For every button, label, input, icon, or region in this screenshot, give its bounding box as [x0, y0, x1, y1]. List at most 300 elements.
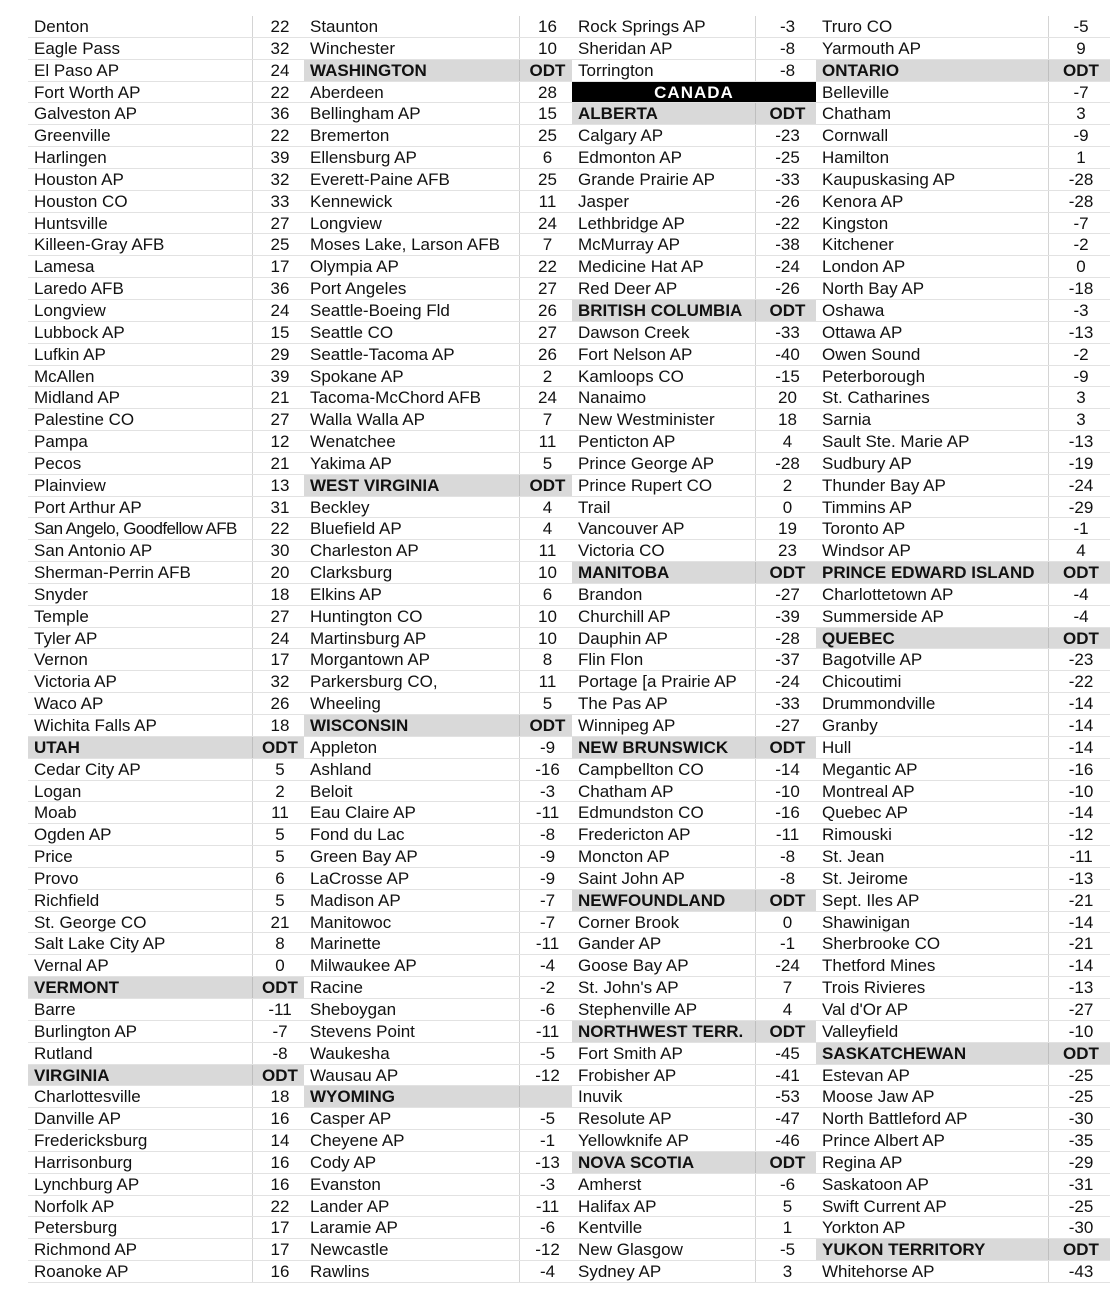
table-row: [816, 759, 1110, 781]
odt-column-label: ODT: [1063, 60, 1099, 80]
table-row: [304, 1021, 572, 1043]
column-divider: [519, 1086, 520, 1107]
table-row: [28, 912, 304, 934]
design-temperature: 11: [538, 672, 557, 692]
section-header-prince-edward-island: [816, 562, 1110, 584]
table-row: [304, 16, 572, 38]
table-row: [572, 933, 816, 955]
table-row: [28, 256, 304, 278]
table-row: [572, 781, 816, 803]
column-divider: [1048, 82, 1049, 103]
column-divider: [519, 933, 520, 954]
table-row: [572, 16, 816, 38]
location-name: Lamesa: [34, 257, 95, 277]
table-row: [816, 977, 1110, 999]
column-divider: [755, 1152, 756, 1173]
section-header-manitoba: [572, 562, 816, 584]
location-name: St. Catharines: [822, 388, 930, 408]
table-row: [304, 518, 572, 540]
table-row: [28, 431, 304, 453]
table-row: [304, 82, 572, 104]
column-divider: [519, 890, 520, 911]
design-temperature: 10: [538, 606, 557, 626]
column-divider: [1048, 1196, 1049, 1217]
column-divider: [755, 366, 756, 387]
column-divider: [252, 1261, 253, 1282]
design-temperature: -28: [1068, 191, 1094, 211]
column-divider: [755, 38, 756, 59]
table-row: [304, 409, 572, 431]
column-divider: [755, 169, 756, 190]
location-name: Moses Lake, Larson AFB: [310, 235, 500, 255]
design-temperature: 6: [542, 148, 553, 168]
design-temperature: -11: [268, 999, 292, 1019]
section-header-virginia: [28, 1065, 304, 1087]
design-temperature: -24: [775, 956, 800, 976]
location-name: Huntsville: [34, 213, 108, 233]
table-row: [816, 1108, 1110, 1130]
design-temperature: -12: [535, 1065, 560, 1085]
table-row: [304, 387, 572, 409]
odt-column-label: ODT: [529, 475, 566, 495]
design-temperature: 3: [1076, 410, 1086, 430]
table-row: [304, 562, 572, 584]
column-divider: [519, 16, 520, 37]
column-divider: [252, 322, 253, 343]
design-temperature: -7: [539, 912, 556, 932]
location-name: Racine: [310, 978, 363, 998]
design-temperature: 27: [538, 322, 557, 342]
column-divider: [252, 999, 253, 1020]
table-row: [572, 60, 816, 82]
location-name: Bellingham AP: [310, 104, 421, 124]
column-divider: [755, 322, 756, 343]
table-row: [28, 540, 304, 562]
table-row: [28, 475, 304, 497]
location-name: Edmundston CO: [578, 803, 704, 823]
table-row: [28, 824, 304, 846]
table-row: [572, 868, 816, 890]
section-header-vermont: [28, 977, 304, 999]
location-name: Moose Jaw AP: [822, 1087, 935, 1107]
location-name: Lufkin AP: [34, 344, 106, 364]
column-divider: [1048, 169, 1049, 190]
table-row: [816, 715, 1110, 737]
location-name: Flin Flon: [578, 650, 644, 670]
section-header-wyoming: [304, 1086, 572, 1108]
design-temperature: 24: [270, 628, 290, 648]
design-temperature: -21: [1068, 890, 1094, 910]
design-temperature: 7: [782, 978, 793, 998]
table-row: [572, 584, 816, 606]
location-name: Olympia AP: [310, 257, 399, 277]
location-name: Beloit: [310, 781, 353, 801]
design-temperature: -13: [535, 1152, 560, 1172]
column-divider: [252, 344, 253, 365]
column-divider: [519, 300, 520, 321]
column-divider: [519, 103, 520, 124]
design-temperature: 27: [270, 213, 290, 233]
column-divider: [755, 628, 756, 649]
column-divider: [1048, 1108, 1049, 1129]
table-row: [572, 802, 816, 824]
design-temperature: 0: [782, 497, 793, 517]
design-temperature: 25: [538, 126, 557, 146]
design-temperature: -18: [1068, 279, 1094, 299]
table-row: [572, 453, 816, 475]
design-temperature: 26: [538, 344, 557, 364]
design-temperature: -40: [775, 344, 800, 364]
design-temperature: 12: [270, 432, 290, 452]
column-divider: [519, 1065, 520, 1086]
location-name: Medicine Hat AP: [578, 257, 704, 277]
design-temperature: 4: [542, 519, 553, 539]
design-temperature: 13: [270, 475, 290, 495]
table-row: [304, 824, 572, 846]
location-name: Summerside AP: [822, 606, 944, 626]
design-temperature: 21: [270, 388, 290, 408]
table-row: [304, 890, 572, 912]
column-divider: [755, 300, 756, 321]
column-divider: [519, 1217, 520, 1238]
column-divider: [1048, 300, 1049, 321]
column-divider: [755, 868, 756, 889]
design-temperature: -45: [775, 1043, 800, 1063]
table-row: [28, 868, 304, 890]
table-row: [28, 125, 304, 147]
design-temperature: -14: [1068, 912, 1094, 932]
column-divider: [252, 759, 253, 780]
table-row: [304, 1174, 572, 1196]
column-divider: [252, 475, 253, 496]
column-divider: [519, 125, 520, 146]
column-divider: [519, 191, 520, 212]
location-name: Cedar City AP: [34, 759, 141, 779]
column-divider: [755, 912, 756, 933]
column-divider: [252, 256, 253, 277]
table-row: [28, 649, 304, 671]
design-temperature: -7: [1073, 82, 1089, 102]
column-divider: [252, 234, 253, 255]
design-temperature: -27: [775, 716, 800, 735]
location-name: Charlottesville: [34, 1087, 141, 1107]
table-row: [572, 715, 816, 737]
location-name: Amherst: [578, 1174, 642, 1194]
table-row: [816, 1196, 1110, 1218]
table-row: [572, 278, 816, 300]
location-name: Kennewick: [310, 191, 393, 211]
location-name: Sydney AP: [578, 1262, 662, 1282]
location-name: Hull: [822, 737, 852, 757]
location-name: Port Arthur AP: [34, 497, 142, 517]
design-temperature: -7: [539, 890, 556, 910]
column-divider: [1048, 147, 1049, 168]
column-divider: [519, 977, 520, 998]
table-row: [816, 649, 1110, 671]
table-row: [304, 759, 572, 781]
table-row: [28, 759, 304, 781]
table-row: [816, 1065, 1110, 1087]
column-divider: [755, 278, 756, 299]
design-temperature: -13: [1068, 978, 1094, 998]
column-divider: [1048, 1152, 1049, 1173]
location-name: Tacoma-McChord AFB: [310, 388, 481, 408]
design-temperature: 4: [1076, 541, 1086, 561]
column-divider: [1048, 715, 1049, 736]
column-divider: [755, 802, 756, 823]
column-divider: [1048, 606, 1049, 627]
design-temperature: 32: [270, 169, 290, 189]
column-divider: [519, 409, 520, 430]
column-divider: [1048, 1130, 1049, 1151]
table-row: [816, 606, 1110, 628]
design-temperature: 22: [270, 82, 290, 102]
table-row: [816, 584, 1110, 606]
location-name: Winnipeg AP: [578, 716, 676, 735]
table-row: [304, 912, 572, 934]
design-temperature: -14: [1068, 737, 1094, 757]
table-row: [304, 169, 572, 191]
column-divider: [519, 169, 520, 190]
column-divider: [519, 234, 520, 255]
design-temperature: 24: [270, 60, 290, 80]
column-divider: [1048, 649, 1049, 670]
location-name: Longview: [310, 213, 382, 233]
design-temperature: -14: [1068, 803, 1094, 823]
design-temperature: -47: [775, 1109, 800, 1129]
location-name: Toronto AP: [822, 519, 906, 539]
table-row: [28, 234, 304, 256]
location-name: Kamloops CO: [578, 366, 684, 386]
column-divider: [1048, 409, 1049, 430]
design-temperature: -6: [779, 1174, 796, 1194]
location-name: Trois Rivieres: [822, 978, 926, 998]
location-name: Victoria AP: [34, 672, 117, 692]
country-banner: [572, 82, 816, 104]
location-name: Swift Current AP: [822, 1196, 947, 1216]
table-row: [572, 1261, 816, 1283]
section-title: VERMONT: [34, 978, 119, 998]
location-name: Kentville: [578, 1218, 643, 1238]
location-name: Jasper: [578, 191, 630, 211]
table-row: [572, 999, 816, 1021]
column-divider: [1048, 1086, 1049, 1107]
table-row: [816, 1261, 1110, 1283]
location-name: Laramie AP: [310, 1218, 398, 1238]
table-row: [572, 1239, 816, 1261]
column-4: [816, 16, 1110, 1283]
location-name: Moncton AP: [578, 847, 670, 867]
design-temperature: -9: [1073, 366, 1089, 386]
design-temperature: -3: [539, 1174, 556, 1194]
design-temperature: -33: [775, 169, 800, 189]
table-row: [304, 366, 572, 388]
column-divider: [252, 1021, 253, 1042]
column-divider: [1048, 562, 1049, 583]
table-row: [816, 169, 1110, 191]
location-name: Cody AP: [310, 1152, 377, 1172]
location-name: Megantic AP: [822, 759, 918, 779]
table-row: [304, 933, 572, 955]
design-temperature: -2: [1073, 344, 1089, 364]
location-name: Galveston AP: [34, 104, 138, 124]
design-temperature: -4: [539, 956, 556, 976]
location-name: Salt Lake City AP: [34, 934, 166, 954]
column-divider: [519, 82, 520, 103]
design-temperature: 7: [542, 235, 553, 255]
column-divider: [755, 1174, 756, 1195]
location-name: Norfolk AP: [34, 1196, 115, 1216]
column-divider: [755, 737, 756, 758]
section-title: SASKATCHEWAN: [822, 1043, 967, 1063]
location-name: Laredo AFB: [34, 279, 124, 299]
table-row: [816, 16, 1110, 38]
design-temperature: -5: [1073, 17, 1089, 36]
design-temperature: -28: [775, 628, 800, 648]
design-temperature: 11: [271, 803, 289, 823]
design-temperature: 3: [1076, 388, 1086, 408]
location-name: Eau Claire AP: [310, 803, 416, 823]
column-divider: [519, 497, 520, 518]
column-divider: [252, 868, 253, 889]
column-divider: [755, 781, 756, 802]
design-temperature: -22: [775, 213, 800, 233]
design-temperature: -8: [779, 60, 796, 80]
table-row: [816, 802, 1110, 824]
design-temperature: 16: [270, 1174, 290, 1194]
column-divider: [755, 234, 756, 255]
table-row: [572, 38, 816, 60]
location-name: New Glasgow: [578, 1240, 683, 1260]
column-divider: [519, 387, 520, 408]
design-temperature: 22: [538, 257, 557, 277]
design-temperature: -30: [1068, 1218, 1094, 1238]
location-name: Port Angeles: [310, 279, 407, 299]
column-divider: [755, 1108, 756, 1129]
column-divider: [519, 1174, 520, 1195]
table-row: [816, 213, 1110, 235]
design-temperature: 10: [538, 628, 557, 648]
column-divider: [519, 999, 520, 1020]
column-divider: [252, 955, 253, 976]
column-divider: [252, 1196, 253, 1217]
table-row: [28, 890, 304, 912]
column-divider: [252, 1065, 253, 1086]
location-name: Plainview: [34, 475, 106, 495]
column-divider: [755, 693, 756, 714]
odt-column-label: ODT: [262, 737, 298, 757]
table-row: [304, 606, 572, 628]
odt-column-label: ODT: [769, 563, 806, 583]
table-row: [572, 1130, 816, 1152]
location-name: Fort Nelson AP: [578, 344, 693, 364]
design-temperature: 39: [270, 366, 290, 386]
location-name: Yarmouth AP: [822, 38, 921, 58]
location-name: Elkins AP: [310, 584, 382, 604]
column-divider: [252, 191, 253, 212]
table-row: [816, 38, 1110, 60]
location-name: Barre: [34, 999, 76, 1019]
design-temperature: 28: [538, 82, 557, 102]
table-row: [304, 1217, 572, 1239]
location-name: Fredericksburg: [34, 1131, 148, 1151]
location-name: Parkersburg CO,: [310, 672, 438, 692]
column-divider: [519, 671, 520, 692]
location-name: Hamilton: [822, 148, 890, 168]
section-title: BRITISH COLUMBIA: [578, 300, 743, 320]
location-name: Harlingen: [34, 148, 107, 168]
table-row: [304, 737, 572, 759]
design-temperature: 10: [538, 38, 557, 58]
design-temperature: -5: [539, 1109, 556, 1129]
column-divider: [252, 213, 253, 234]
column-divider: [1048, 1065, 1049, 1086]
table-row: [28, 103, 304, 125]
table-row: [816, 671, 1110, 693]
column-divider: [519, 737, 520, 758]
design-temperature: -4: [1073, 606, 1089, 626]
location-name: Dawson Creek: [578, 322, 690, 342]
table-row: [816, 300, 1110, 322]
column-divider: [755, 1086, 756, 1107]
table-row: [28, 715, 304, 737]
table-row: [572, 540, 816, 562]
location-name: Sherman-Perrin AFB: [34, 563, 191, 583]
table-row: [816, 955, 1110, 977]
column-divider: [252, 82, 253, 103]
column-divider: [755, 1261, 756, 1282]
design-temperature: 33: [270, 191, 290, 211]
location-name: Prince Rupert CO: [578, 475, 713, 495]
column-divider: [1048, 1261, 1049, 1282]
column-divider: [1048, 540, 1049, 561]
design-temperature: 27: [270, 410, 290, 430]
table-row: [816, 453, 1110, 475]
location-name: Newcastle: [310, 1240, 389, 1260]
design-temperature: 8: [275, 934, 285, 954]
location-name: Marinette: [310, 934, 381, 954]
location-name: Richmond AP: [34, 1240, 137, 1260]
table-row: [304, 256, 572, 278]
column-divider: [755, 125, 756, 146]
table-row: [572, 1086, 816, 1108]
design-temperature: -10: [775, 781, 800, 801]
location-name: Appleton: [310, 737, 378, 757]
column-divider: [252, 16, 253, 37]
design-temperature: -3: [539, 781, 556, 801]
table-row: [28, 671, 304, 693]
location-name: Charleston AP: [310, 541, 419, 561]
design-temperature: 3: [782, 1262, 793, 1282]
location-name: Dauphin AP: [578, 628, 668, 648]
table-row: [28, 1108, 304, 1130]
column-2: [304, 16, 572, 1283]
design-temperature: -8: [779, 38, 796, 58]
column-divider: [252, 737, 253, 758]
design-temperature: 5: [782, 1196, 793, 1216]
location-name: St. Jean: [822, 847, 885, 867]
section-header-nova-scotia: [572, 1152, 816, 1174]
column-divider: [252, 1239, 253, 1260]
table-row: [816, 103, 1110, 125]
location-name: Portage [a Prairie AP: [578, 672, 737, 692]
design-temperature: 8: [542, 650, 553, 670]
design-temperature: 16: [270, 1262, 290, 1282]
column-divider: [519, 475, 520, 496]
design-temperature: 5: [275, 890, 285, 910]
design-temperature: -7: [1073, 213, 1089, 233]
table-row: [304, 781, 572, 803]
